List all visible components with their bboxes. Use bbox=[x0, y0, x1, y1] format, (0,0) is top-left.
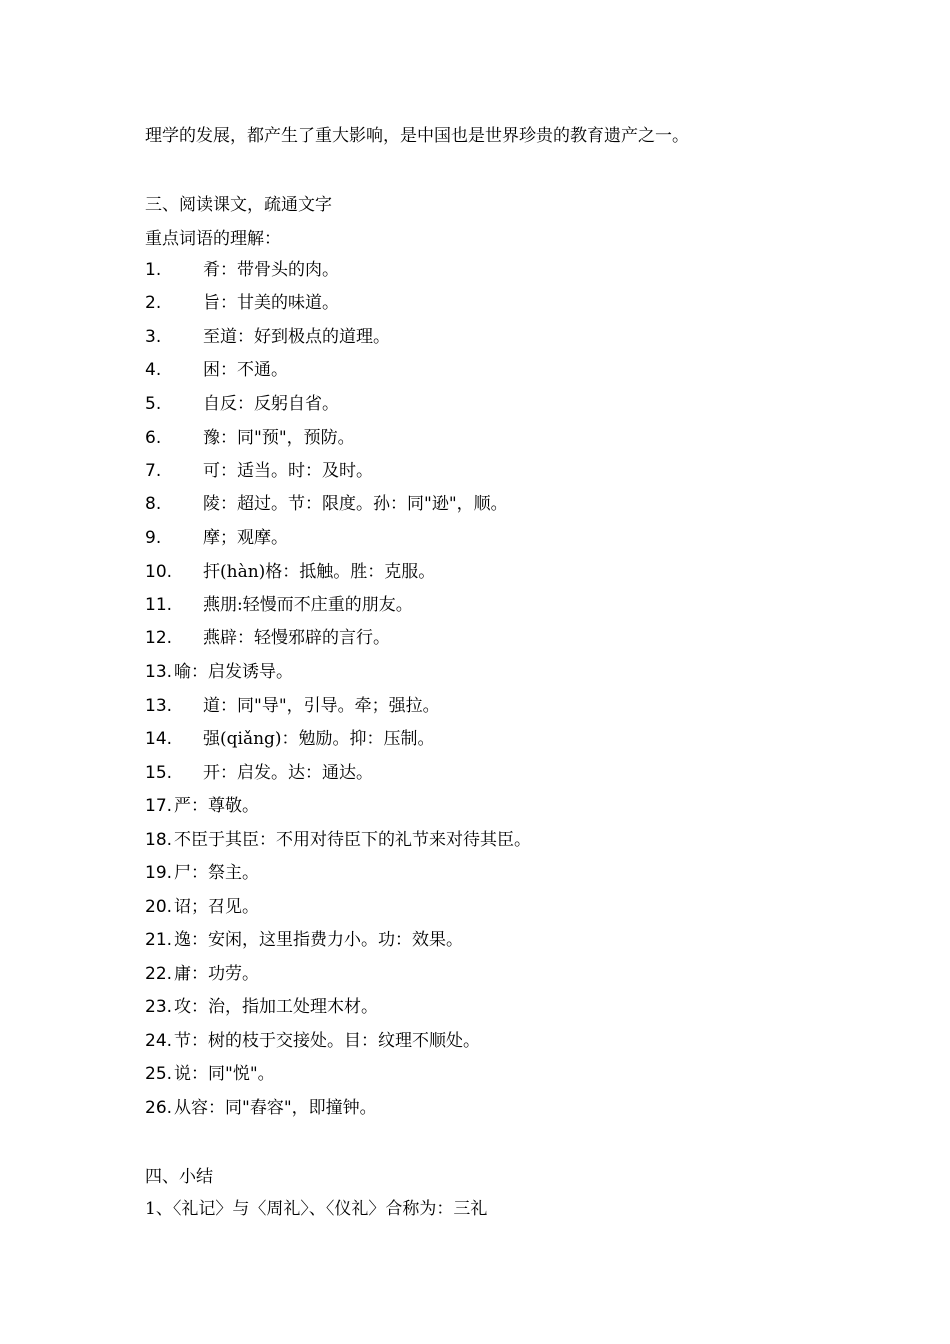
list-item-number: 1. bbox=[145, 260, 162, 280]
list-item bbox=[145, 963, 259, 985]
list-item-number: 3. bbox=[145, 327, 162, 347]
list-item-number: 23. bbox=[145, 997, 173, 1017]
list-item-number: 10. bbox=[145, 562, 173, 582]
list-item-text: 肴：带骨头的肉。 bbox=[203, 260, 339, 280]
list-item-text: 陵：超过。节：限度。孙：同"逊"，顺。 bbox=[203, 494, 508, 514]
list-item-number: 7. bbox=[145, 461, 162, 481]
list-item bbox=[145, 1097, 377, 1119]
list-item bbox=[145, 728, 435, 750]
list-item bbox=[145, 493, 508, 515]
list-item-text: 燕朋:轻慢而不庄重的朋友。 bbox=[203, 595, 413, 615]
list-item bbox=[145, 393, 339, 415]
list-item-number: 25. bbox=[145, 1064, 173, 1084]
list-item-text: 可：适当。时：及时。 bbox=[203, 461, 373, 481]
list-item-number: 8. bbox=[145, 494, 162, 514]
list-item-number: 17. bbox=[145, 796, 173, 816]
list-item bbox=[145, 326, 390, 348]
list-item-text: 严：尊敬。 bbox=[174, 796, 260, 816]
list-item-text: 逸：安闲，这里指费力小。功：效果。 bbox=[174, 930, 464, 950]
list-item-text: 豫：同"预"，预防。 bbox=[203, 428, 355, 448]
list-item-number: 6. bbox=[145, 428, 162, 448]
list-item bbox=[145, 862, 259, 884]
list-item bbox=[145, 795, 259, 817]
list-item-number: 2. bbox=[145, 293, 162, 313]
list-item-text: 燕辟：轻慢邪辟的言行。 bbox=[203, 628, 390, 648]
summary-item-number: 1、 bbox=[145, 1199, 173, 1219]
list-item bbox=[145, 527, 288, 549]
list-item bbox=[145, 627, 390, 649]
summary-item bbox=[145, 1198, 487, 1220]
list-item-number: 13. bbox=[145, 662, 173, 682]
list-item-text: 扞(hàn)格：抵触。胜：克服。 bbox=[203, 562, 436, 582]
list-item bbox=[145, 996, 378, 1018]
list-item-number: 20. bbox=[145, 897, 173, 917]
list-item-text: 强(qiǎng)：勉励。抑：压制。 bbox=[203, 729, 435, 749]
list-item-number: 5. bbox=[145, 394, 162, 414]
list-item-text: 开：启发。达：通达。 bbox=[203, 763, 373, 783]
section-3-subheading: 重点词语的理解： bbox=[145, 229, 281, 249]
list-item bbox=[145, 829, 531, 851]
list-item-number: 26. bbox=[145, 1098, 173, 1118]
list-item-text: 诏；召见。 bbox=[174, 897, 260, 917]
list-item-number: 24. bbox=[145, 1031, 173, 1051]
list-item bbox=[145, 594, 413, 616]
list-item-text: 自反：反躬自省。 bbox=[203, 394, 339, 414]
list-item bbox=[145, 292, 339, 314]
list-item-number: 12. bbox=[145, 628, 173, 648]
list-item bbox=[145, 561, 435, 583]
list-item-text: 摩；观摩。 bbox=[203, 528, 288, 548]
list-item bbox=[145, 427, 355, 449]
list-item-text: 不臣于其臣：不用对待臣下的礼节来对待其臣。 bbox=[174, 830, 532, 850]
list-item bbox=[145, 695, 440, 717]
list-item-text: 喻：启发诱导。 bbox=[174, 662, 294, 682]
list-item-number: 21. bbox=[145, 930, 173, 950]
list-item-number: 19. bbox=[145, 863, 173, 883]
list-item-text: 说：同"悦"。 bbox=[174, 1064, 275, 1084]
list-item-number: 14. bbox=[145, 729, 173, 749]
section-4-heading: 四、小结 bbox=[145, 1167, 213, 1187]
section-3-heading: 三、阅读课文，疏通文字 bbox=[145, 195, 332, 215]
list-item bbox=[145, 1063, 275, 1085]
list-item-number: 22. bbox=[145, 964, 173, 984]
list-item bbox=[145, 460, 373, 482]
list-item-text: 节：树的枝于交接处。目：纹理不顺处。 bbox=[174, 1031, 481, 1051]
list-item bbox=[145, 259, 339, 281]
list-item-number: 15. bbox=[145, 763, 173, 783]
list-item-text: 道：同"导"，引导。牵；强拉。 bbox=[203, 696, 440, 716]
list-item-number: 11. bbox=[145, 595, 173, 615]
list-item-text: 尸：祭主。 bbox=[174, 863, 260, 883]
list-item bbox=[145, 762, 373, 784]
list-item bbox=[145, 1030, 480, 1052]
list-item-text: 困：不通。 bbox=[203, 360, 288, 380]
list-item-text: 至道：好到极点的道理。 bbox=[203, 327, 390, 347]
summary-item-text: 〈礼记〉与〈周礼〉、〈仪礼〉合称为：三礼 bbox=[172, 1199, 488, 1219]
list-item-text: 旨：甘美的味道。 bbox=[203, 293, 339, 313]
list-item-text: 庸：功劳。 bbox=[174, 964, 260, 984]
list-item-number: 18. bbox=[145, 830, 173, 850]
list-item-number: 4. bbox=[145, 360, 162, 380]
list-item-text: 从容：同"舂容"，即撞钟。 bbox=[174, 1098, 377, 1118]
list-item-number: 13. bbox=[145, 696, 173, 716]
list-item bbox=[145, 929, 463, 951]
list-item bbox=[145, 661, 293, 683]
intro-paragraph-tail: 理学的发展，都产生了重大影响，是中国也是世界珍贵的教育遗产之一。 bbox=[145, 126, 689, 146]
list-item bbox=[145, 896, 259, 918]
list-item-number: 9. bbox=[145, 528, 162, 548]
list-item bbox=[145, 359, 288, 381]
list-item-text: 攻：治，指加工处理木材。 bbox=[174, 997, 379, 1017]
